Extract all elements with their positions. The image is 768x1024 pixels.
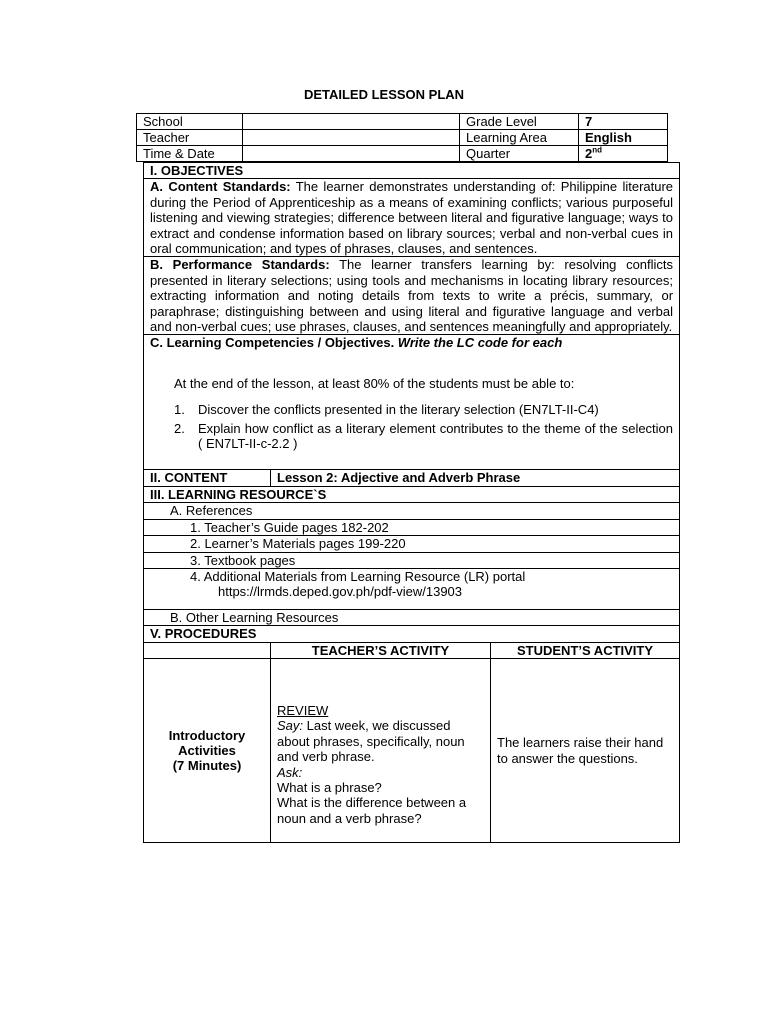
resources-heading: III. LEARNING RESOURCE`S xyxy=(144,486,680,502)
review-label: REVIEW xyxy=(277,703,329,718)
reference-item-portal: 4. Additional Materials from Learning Resource (LR) portal https://lrmds.deped.gov.ph/pdf-view/13903 xyxy=(144,568,680,609)
learning-area-label: Learning Area xyxy=(460,130,579,146)
quarter-label: Quarter xyxy=(460,146,579,162)
content-heading: II. CONTENT xyxy=(144,470,271,486)
reference-item: 3. Textbook pages xyxy=(144,552,680,568)
teacher-activity-header: TEACHER’S ACTIVITY xyxy=(271,642,491,658)
content-lesson: Lesson 2: Adjective and Adverb Phrase xyxy=(271,470,680,486)
reference-item: 2. Learner’s Materials pages 199-220 xyxy=(144,536,680,552)
learning-competencies: C. Learning Competencies / Objectives. Write the LC code for each At the end of the lesson, at least 80% of the students must be able to: 1. Discover the conflicts presented in the literary selection (EN7LT-II-C4) 2. Explain how conflict as a literary element contributes to the theme of the selection ( EN7LT-II-c-2.2 ) xyxy=(144,335,680,470)
performance-standards: B. Performance Standards: The learner transfers learning by: resolving conflicts presented in literary selections; using tools and mechanisms in locating library resources; extracting information and noting details from texts to write a précis, summary, or paraphrase; distinguishing between and using literal and figurative language and verbal and non-verbal cues; use phrases, clauses, and sentences meaningfully and appropriately. xyxy=(144,257,680,335)
time-date-value xyxy=(243,146,460,162)
student-activity-cell: The learners raise their hand to answer the questions. xyxy=(491,659,680,843)
reference-item: 1. Teacher’s Guide pages 182-202 xyxy=(144,519,680,535)
procedures-blank-header xyxy=(144,642,271,658)
question-2: What is the difference between a noun and a verb phrase? xyxy=(277,795,467,826)
quarter-value: 2nd xyxy=(579,146,668,162)
other-resources-label: B. Other Learning Resources xyxy=(144,609,680,625)
say-text: Say: Last week, we discussed about phrases, specifically, noun and verb phrase. xyxy=(277,718,465,765)
portal-url: https://lrmds.deped.gov.ph/pdf-view/13903 xyxy=(218,584,463,600)
objective-item: 2. Explain how conflict as a literary element contributes to the theme of the selection ( EN7LT-II-c-2.2 ) xyxy=(174,420,674,452)
student-activity-header: STUDENT’S ACTIVITY xyxy=(491,642,680,658)
page-title: DETAILED LESSON PLAN xyxy=(303,87,465,102)
content-standards: A. Content Standards: The learner demonstrates understanding of: Philippine literature during the Period of Apprenticeship as a means of examining conflicts; various purposeful listening and viewing strategies; difference between literal and figurative language; ways to extract and condense information based on library sources; verbal and non-verbal cues in oral communication; and types of phrases, clauses, and sentences. xyxy=(144,179,680,257)
lesson-plan-table xyxy=(143,162,680,843)
teacher-label: Teacher xyxy=(137,130,243,146)
introductory-activities-label: Introductory Activities (7 Minutes) xyxy=(144,659,271,843)
objective-item: 1. Discover the conflicts presented in the literary selection (EN7LT-II-C4) xyxy=(174,402,599,418)
references-label: A. References xyxy=(144,503,680,519)
procedures-heading: V. PROCEDURES xyxy=(144,626,680,642)
question-1: What is a phrase? xyxy=(277,780,382,796)
objectives-heading: I. OBJECTIVES xyxy=(144,163,680,179)
header-table xyxy=(136,113,668,162)
ask-label: Ask: xyxy=(277,764,303,780)
grade-level-label: Grade Level xyxy=(460,114,579,130)
teacher-activity-cell xyxy=(271,659,491,843)
school-label: School xyxy=(137,114,243,130)
grade-level-value: 7 xyxy=(579,114,668,130)
teacher-value xyxy=(243,130,460,146)
time-date-label: Time & Date xyxy=(137,146,243,162)
learning-area-value: English xyxy=(579,130,668,146)
competencies-intro: At the end of the lesson, at least 80% of the students must be able to: xyxy=(174,375,575,391)
school-value xyxy=(243,114,460,130)
